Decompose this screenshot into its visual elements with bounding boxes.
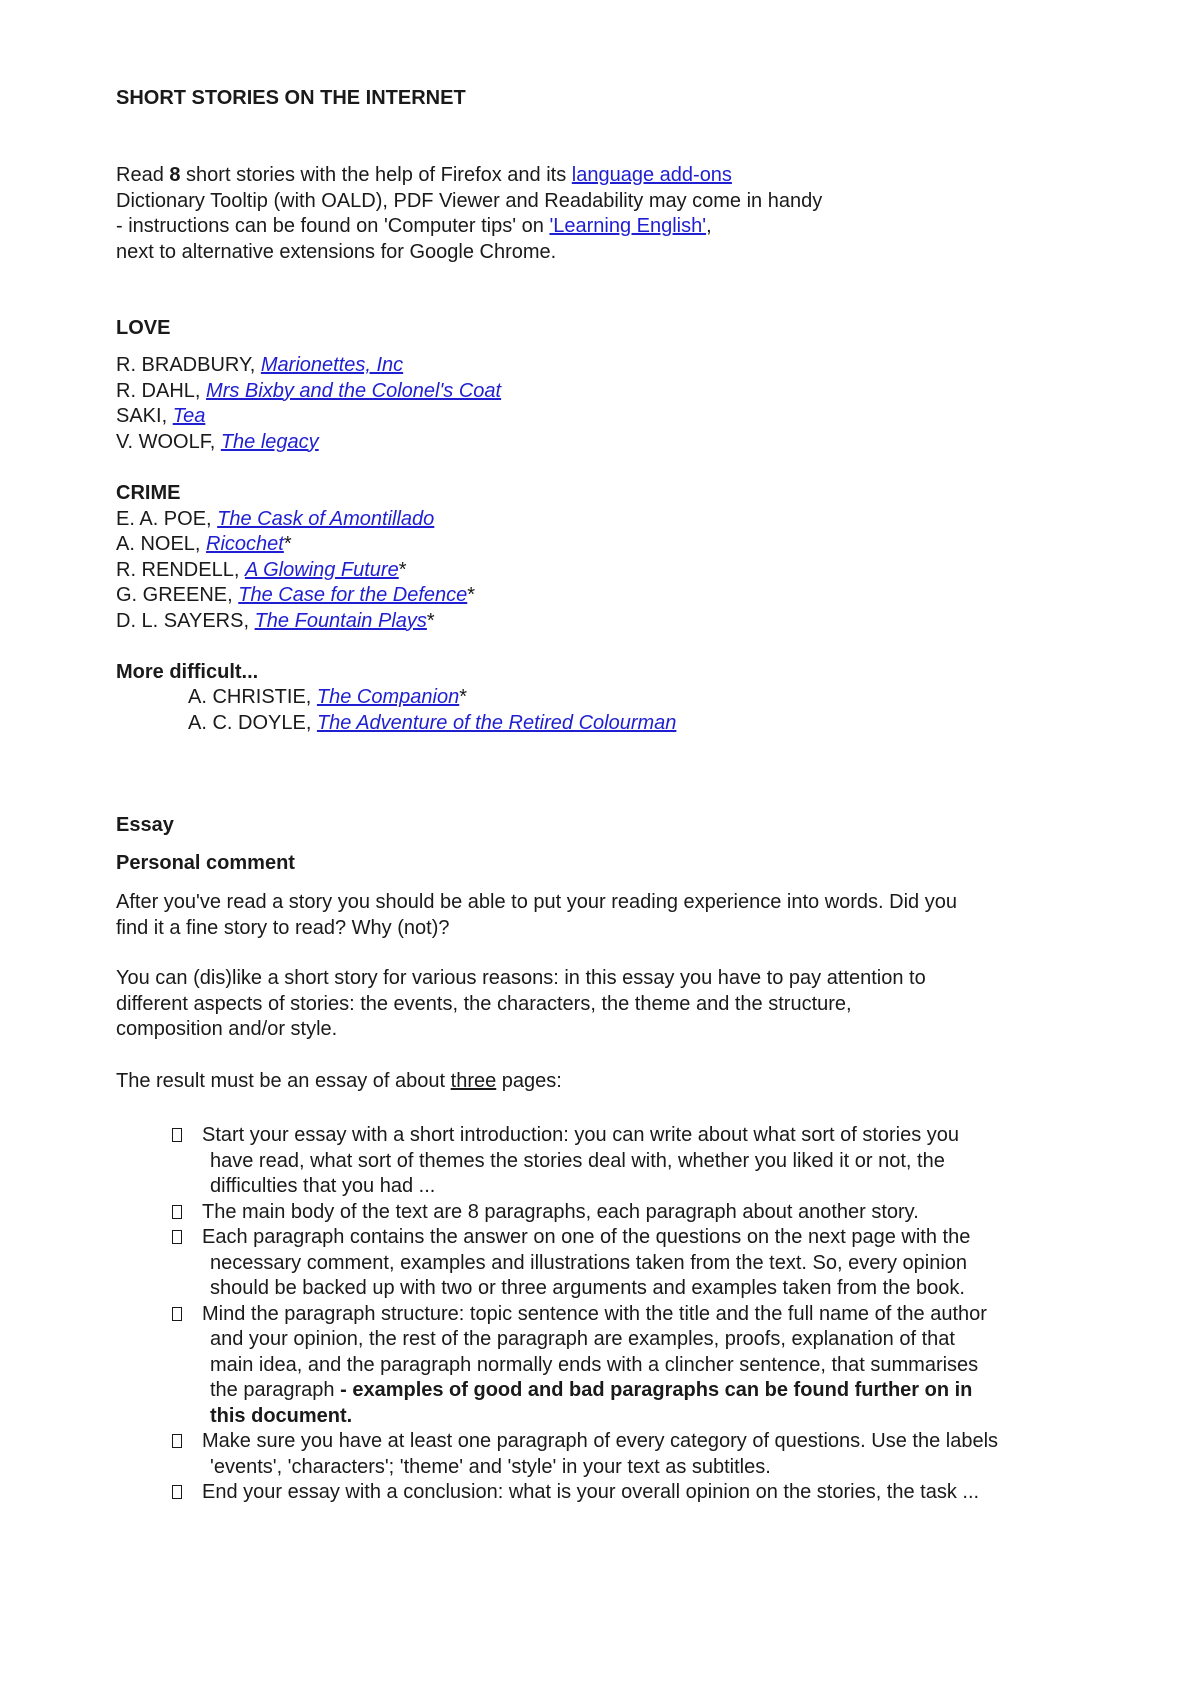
story-link[interactable]: The Adventure of the Retired Colourman bbox=[316, 711, 677, 734]
list-item: G. GREENE, The Case for the Defence* bbox=[116, 584, 476, 606]
love-heading: LOVE bbox=[116, 317, 171, 339]
list-item: E. A. POE, The Cask of Amontillado bbox=[116, 507, 435, 530]
difficult-heading: More difficult... bbox=[116, 661, 259, 683]
language-addons-link[interactable]: language add-ons bbox=[571, 164, 732, 186]
love-list bbox=[116, 353, 501, 455]
bullet-box-icon bbox=[172, 1128, 182, 1142]
bullet-box-icon bbox=[172, 1230, 182, 1244]
list-item: A. C. DOYLE, The Adventure of the Retired Colourman bbox=[188, 711, 677, 734]
list-item: End your essay with a conclusion: what is your overall opinion on the stories, the task ... bbox=[166, 1480, 1116, 1506]
list-item: Make sure you have at least one paragraph of every category of questions. Use the labels 'events', 'characters'; 'theme' and 'style' in your text as subtitles. bbox=[166, 1429, 1116, 1480]
story-link[interactable]: Tea bbox=[172, 405, 206, 427]
list-item: A. NOEL, Ricochet* bbox=[116, 533, 292, 555]
bullet-box-icon bbox=[172, 1205, 182, 1219]
list-item: R. RENDELL, A Glowing Future* bbox=[116, 558, 407, 581]
story-link[interactable]: The legacy bbox=[220, 430, 319, 453]
list-item: A. CHRISTIE, The Companion* bbox=[188, 686, 468, 708]
list-item: R. DAHL, Mrs Bixby and the Colonel's Coat bbox=[116, 379, 502, 402]
essay-paragraph-2: You can (dis)like a short story for various reasons: in this essay you have to pay attention to different aspects of stories: the events, the characters, the theme and the structure, composition and/or style. bbox=[116, 967, 926, 1040]
story-link[interactable]: The Companion bbox=[316, 686, 460, 708]
story-link[interactable]: Mrs Bixby and the Colonel's Coat bbox=[206, 379, 502, 402]
intro-line-1: Read 8 short stories with the help of Firefox and its language add-ons bbox=[116, 164, 732, 186]
story-link[interactable]: The Fountain Plays bbox=[254, 609, 427, 632]
bullet-box-icon bbox=[172, 1485, 182, 1499]
story-count: 8 bbox=[169, 164, 181, 186]
essay-instructions-list bbox=[166, 1123, 1116, 1506]
crime-heading: CRIME bbox=[116, 482, 181, 504]
list-item: Start your essay with a short introduction: you can write about what sort of stories you have read, what sort of themes the stories deal with, whether you liked it or not, the difficulties that you had ... bbox=[166, 1123, 1116, 1200]
story-link[interactable]: Ricochet bbox=[206, 533, 284, 555]
story-link[interactable]: The Cask of Amontillado bbox=[217, 507, 435, 530]
learning-english-link[interactable]: 'Learning English' bbox=[549, 215, 707, 237]
difficult-list bbox=[188, 685, 676, 736]
essay-subheading: Personal comment bbox=[116, 852, 295, 874]
story-link[interactable]: A Glowing Future bbox=[244, 558, 399, 581]
intro-line-4: next to alternative extensions for Google Chrome. bbox=[116, 240, 557, 263]
essay-paragraph-1: After you've read a story you should be able to put your reading experience into words. Did you find it a fine story to read? Why (not)? bbox=[116, 891, 957, 939]
essay-paragraph-3: The result must be an essay of about three pages: bbox=[116, 1070, 562, 1092]
list-item: Each paragraph contains the answer on one of the questions on the next page with the necessary comment, examples and illustrations taken from the text. So, every opinion should be backed up with two or three arguments and examples taken from the book. bbox=[166, 1225, 1116, 1302]
list-item: D. L. SAYERS, The Fountain Plays* bbox=[116, 609, 435, 632]
list-item: Mind the paragraph structure: topic sentence with the title and the full name of the author and your opinion, the rest of the paragraph are examples, proofs, explanation of that main idea, and the paragraph normally ends with a clincher sentence, that summarises the paragraph - examples of good and bad paragraphs can be found further on in this document. bbox=[166, 1302, 1116, 1430]
list-item: SAKI, Tea bbox=[116, 405, 206, 427]
bullet-box-icon bbox=[172, 1434, 182, 1448]
list-item: V. WOOLF, The legacy bbox=[116, 430, 319, 453]
intro-line-3: - instructions can be found on 'Computer tips' on 'Learning English', bbox=[116, 215, 712, 237]
intro-line-2: Dictionary Tooltip (with OALD), PDF Viewer and Readability may come in handy bbox=[116, 189, 823, 212]
bullet-box-icon bbox=[172, 1307, 182, 1321]
list-item: The main body of the text are 8 paragraphs, each paragraph about another story. bbox=[166, 1200, 1116, 1226]
list-item: R. BRADBURY, Marionettes, Inc bbox=[116, 354, 404, 376]
crime-section bbox=[116, 481, 475, 634]
intro-paragraph bbox=[116, 163, 822, 265]
story-link[interactable]: Marionettes, Inc bbox=[260, 354, 404, 376]
essay-heading: Essay bbox=[116, 814, 174, 836]
story-link[interactable]: The Case for the Defence bbox=[238, 584, 468, 606]
page-title: SHORT STORIES ON THE INTERNET bbox=[116, 87, 466, 109]
